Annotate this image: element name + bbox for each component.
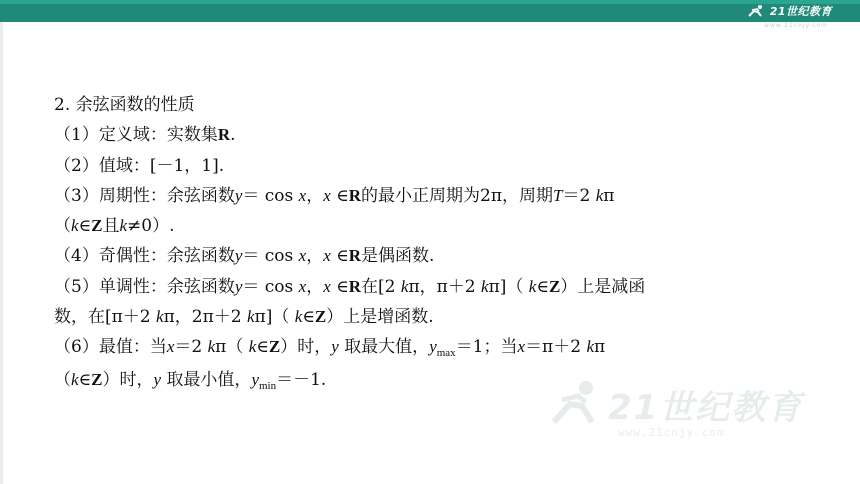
property-parity bbox=[54, 241, 794, 271]
math-var: y bbox=[153, 369, 162, 389]
set-symbol: Z bbox=[91, 369, 103, 389]
header-bar bbox=[0, 0, 860, 22]
set-symbol: R bbox=[348, 246, 362, 266]
text-run: ∈ bbox=[536, 276, 549, 297]
property-monotonicity-cont bbox=[54, 302, 794, 332]
math-var: y bbox=[251, 369, 259, 389]
math-var: k bbox=[248, 337, 257, 357]
text-run: 数，在[π＋2 bbox=[54, 307, 151, 328]
property-period-condition bbox=[54, 211, 794, 241]
text-run: ＝1；当 bbox=[455, 337, 518, 358]
watermark-text: 21世纪教育 bbox=[608, 388, 804, 428]
document-body bbox=[54, 90, 794, 397]
text-run: 是偶函数. bbox=[361, 246, 435, 267]
text-run: （6）最值：当 bbox=[54, 337, 167, 358]
section-title: 2. 余弦函数的性质 bbox=[54, 95, 195, 115]
math-var: k bbox=[207, 337, 216, 357]
math-var: k bbox=[71, 369, 79, 389]
text-run: ∈ bbox=[336, 246, 349, 267]
math-var: y bbox=[429, 337, 437, 357]
watermark-runner-icon bbox=[548, 378, 604, 428]
property-monotonicity bbox=[54, 272, 794, 302]
math-var: x bbox=[323, 185, 331, 205]
text-run: ）时， bbox=[102, 369, 154, 390]
math-var: k bbox=[528, 276, 537, 296]
property-extrema bbox=[54, 332, 794, 364]
text-run: ∈ bbox=[256, 337, 269, 358]
text-run: 在[2 bbox=[361, 276, 396, 297]
math-var: T bbox=[553, 185, 563, 205]
text-run: （4）奇偶性：余弦函数 bbox=[54, 246, 235, 267]
set-symbol: Z bbox=[548, 276, 561, 296]
math-var: k bbox=[400, 276, 409, 296]
subscript: max bbox=[436, 347, 456, 360]
math-var: k bbox=[586, 337, 595, 357]
text-run: ∈ bbox=[78, 216, 92, 237]
math-var: x bbox=[323, 276, 331, 296]
math-var: y bbox=[234, 276, 243, 296]
text-run: （ bbox=[54, 369, 71, 390]
text-run: （3）周期性：余弦函数 bbox=[54, 185, 235, 206]
logo-runner-icon bbox=[746, 4, 766, 18]
text-run: ）上是增函数. bbox=[326, 307, 434, 328]
set-symbol: Z bbox=[91, 216, 103, 236]
text-run: 的最小正周期为2π，周期 bbox=[361, 185, 554, 206]
text-run: ， bbox=[306, 185, 324, 206]
text-run: 且 bbox=[102, 216, 120, 237]
math-var: k bbox=[595, 185, 604, 205]
text-run: π]（ bbox=[488, 276, 524, 297]
math-var: k bbox=[119, 216, 128, 236]
logo-url: www.21cnjy.com bbox=[764, 22, 828, 29]
math-var: x bbox=[298, 185, 307, 205]
text-run: ）时， bbox=[280, 337, 332, 358]
subscript: min bbox=[258, 379, 277, 392]
property-domain bbox=[54, 120, 794, 150]
text-run: π bbox=[603, 185, 615, 206]
text-run: 取最大值， bbox=[344, 337, 430, 358]
math-var: k bbox=[246, 307, 255, 327]
text-run: ＝ cos bbox=[242, 246, 294, 267]
text-run: （1）定义域：实数集 bbox=[54, 125, 218, 146]
math-var: x bbox=[298, 246, 307, 266]
text-run: 取最小值， bbox=[166, 369, 252, 390]
set-symbol: Z bbox=[314, 307, 327, 327]
math-var: y bbox=[234, 185, 243, 205]
watermark bbox=[548, 378, 838, 448]
text-run: ＝2 bbox=[562, 185, 591, 206]
text-run: ， bbox=[306, 276, 324, 297]
math-var: k bbox=[71, 216, 79, 236]
logo bbox=[746, 3, 832, 19]
watermark-url: www.21cnjy.com bbox=[618, 426, 725, 439]
text-run: . bbox=[230, 125, 236, 146]
text-run: ）上是减函 bbox=[560, 276, 646, 297]
text-run: π]（ bbox=[254, 307, 290, 328]
set-symbol: R bbox=[217, 125, 231, 145]
text-run: ≠0）. bbox=[127, 216, 175, 237]
text-run: （ bbox=[54, 216, 71, 237]
logo-text: 21世纪教育 bbox=[769, 5, 832, 18]
math-var: k bbox=[156, 307, 164, 327]
set-symbol: Z bbox=[268, 337, 281, 357]
math-var: y bbox=[331, 337, 339, 357]
text-run: ＝ cos bbox=[242, 276, 294, 297]
set-symbol: R bbox=[348, 276, 362, 296]
text-run: ∈ bbox=[336, 276, 349, 297]
text-run: ∈ bbox=[302, 307, 315, 328]
left-margin-rule bbox=[0, 22, 3, 484]
math-var: x bbox=[517, 337, 526, 357]
text-run: π（ bbox=[215, 337, 244, 358]
text-run: ∈ bbox=[336, 185, 349, 206]
text-run: ， bbox=[306, 246, 324, 267]
math-var: k bbox=[481, 276, 489, 296]
property-range: （2）值域：[－1，1]. bbox=[54, 155, 225, 176]
math-var: x bbox=[323, 246, 331, 266]
text-run: ＝π＋2 bbox=[525, 337, 582, 358]
math-var: x bbox=[298, 276, 307, 296]
math-var: k bbox=[294, 307, 303, 327]
header-bar-highlight bbox=[0, 0, 860, 4]
text-run: π，π＋2 bbox=[408, 276, 476, 297]
set-symbol: R bbox=[348, 185, 362, 205]
text-run: ＝2 bbox=[174, 337, 203, 358]
text-run: π bbox=[594, 337, 606, 358]
text-run: ∈ bbox=[78, 369, 92, 390]
math-var: y bbox=[234, 246, 243, 266]
text-run: ＝－1. bbox=[276, 369, 327, 390]
property-period bbox=[54, 181, 794, 211]
text-run: （5）单调性：余弦函数 bbox=[54, 276, 235, 297]
text-run: ＝ cos bbox=[242, 185, 294, 206]
math-var: x bbox=[166, 337, 175, 357]
text-run: π，2π＋2 bbox=[163, 307, 242, 328]
